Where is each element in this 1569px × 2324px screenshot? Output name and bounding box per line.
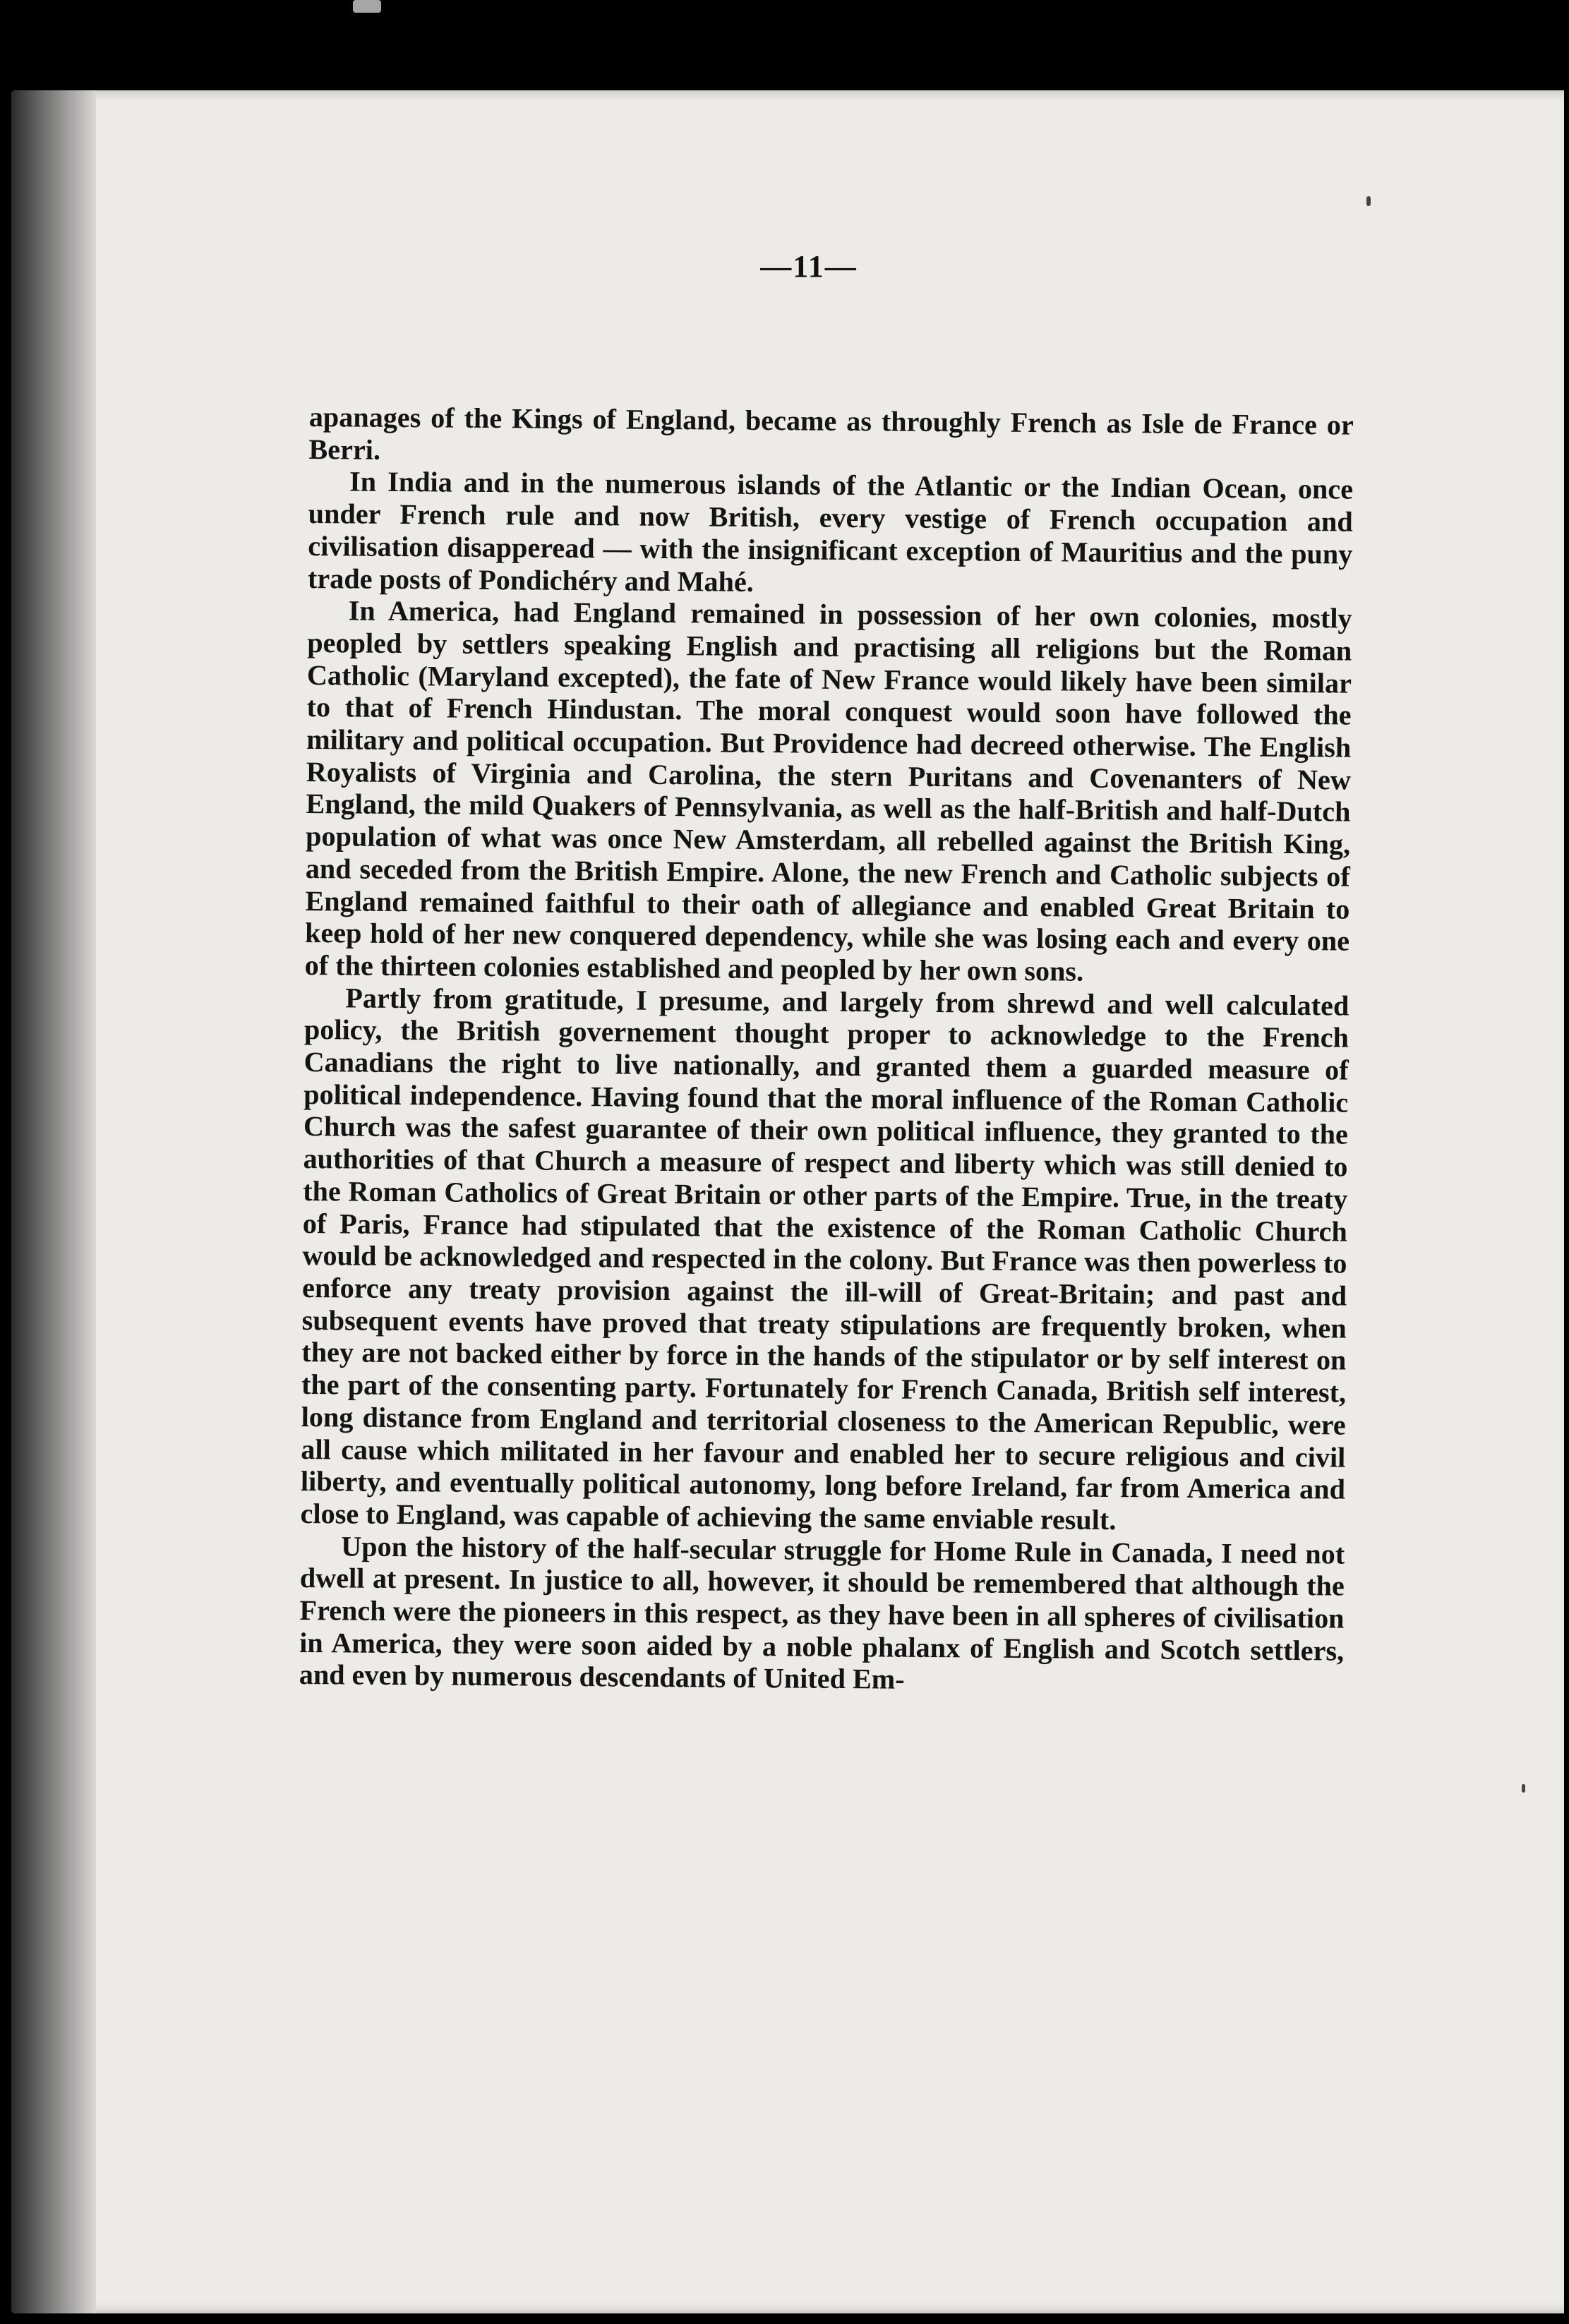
page-number: —11— (760, 249, 858, 284)
paragraph-gratitude: Partly from gratitude, I presume, and largely from shrewd and well calculated policy, the British governement thought proper to acknowledge to the French Canadians the right to live nationally, and granted them a guarded measure of political independence. Having found that the moral influence of the Roman Catholic Church was the safest guarantee of their own political influence, they granted to the authorities of that Church a measure of respect and liberty which was still denied to the Roman Catholics of Great Britain or other parts of the Empire. True, in the treaty of Paris, France had stipulated that the existence of the Roman Catholic Church would be acknowledged and respected in the colony. But France was then powerless to enforce any treaty provision against the ill-will of Great-Britain; and past and subsequent events have proved that treaty stipulations are frequently broken, when they are not backed either by force in the hands of the stipulator or by self interest on the part of the consenting party. Fortunately for French Canada, British self interest, long distance from England and territorial closeness to the American Republic, were all cause which militated in her favour and enabled her to secure religious and civil liberty, and eventually political autonomy, long before Ireland, far from America and close to England, was capable of achieving the same enviable result. (300, 982, 1349, 1536)
scan-speck (1522, 1784, 1525, 1793)
paragraph-india: In India and in the numerous islands of the Atlantic or the Indian Ocean, once under French rule and now British, every vestige of French occupation and civilisation disapperead — with the insignificant exception of Mauritius and the puny trade posts of Pondichéry and Mahé. (307, 465, 1354, 598)
book-page (11, 90, 1564, 2313)
paragraph-continued: apanages of the Kings of England, became as throughly French as Isle de France or Berri. (308, 401, 1354, 466)
scan-artifact (353, 0, 381, 13)
paragraph-home-rule: Upon the history of the half-secular struggle for Home Rule in Canada, I need not dwell at present. In justice to all, however, it should be remembered that although the French were the pioneers in this respect, as they have been in all spheres of civilisation in America, they were soon aided by a noble phalanx of English and Scotch settlers, and even by numerous descendants of United Em- (299, 1530, 1345, 1696)
paragraph-america: In America, had England remained in possession of her own colonies, mostly peopled by settlers speaking English and practising all religions but the Roman Catholic (Maryland excepted), the fate of New France would likely have been similar to that of French Hindustan. The moral conquest would soon have followed the military and political occupation. But Providence had decreed otherwise. The English Royalists of Virginia and Carolina, the stern Puritans and Covenanters of New England, the mild Quakers of Pennsylvania, as well as the half-British and half-Dutch population of what was once New Amsterdam, all rebelled against the British King, and seceded from the British Empire. Alone, the new French and Catholic subjects of England remained faithful to their oath of allegiance and enabled Great Britain to keep hold of her new conquered dependency, while she was losing each and every one of the thirteen colonies established and peopled by her own sons. (304, 594, 1352, 987)
book-spine-shadow (11, 90, 96, 2313)
scan-speck (1366, 196, 1371, 206)
body-text (299, 401, 1354, 1699)
